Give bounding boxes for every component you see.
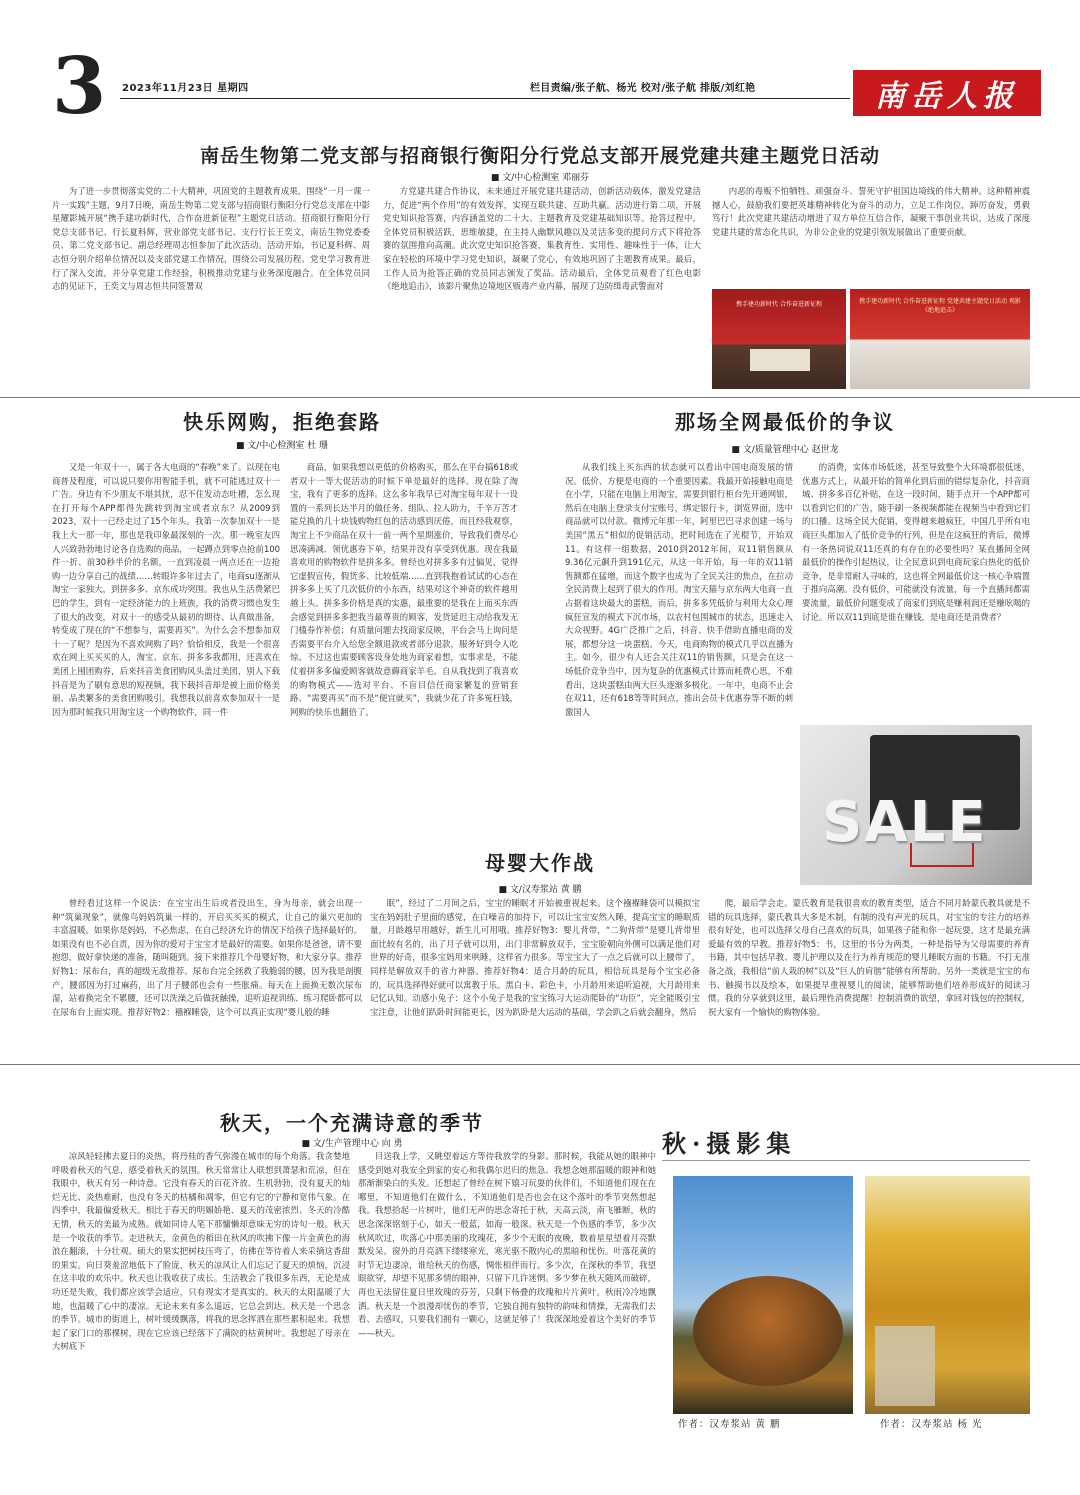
article5-column-2: 目送我上学，又眺望着远方等待我放学的身影。那时候，我能从她的眼神中感受到她对我安全到家的安心和我偶尔迟归的焦急。我想念她那温暖的眼神和她那渐渐染白的头发。还想起了曾经在树下嬉习玩耍的伙伴们，不知道他们现在在哪里，不知道他们在做什么，不知道他们是否也会在这个落叶的季节突然想起我。我想拾起一片树叶，他们无声的思念寄托于秋，天高云淡，南飞雁断，秋的思念深深铭刻于心，如天一般蓝，如海一般深。秋天是一个伤感的季节，多少次秋风吹过，吹落心中那美丽的玫瑰花，多少个无眠的夜晚，数着星星望着月亮默默发呆。窗外的月亮洒下缕缕寒光，寒光驱不散内心的黑暗和忧伤。叶落花黄的时节无边凄凉，谁给秋天的伤感，惆怅相伴而行。多少次，在深秋的季节，我望眼欲穿，却望不见那多情的眼神，只留下几许迷惘。多少梦在秋天随风而破碎，再也无法留住夏日里玫瑰的芬芳，只剩下杨叠的玫瑰和片片黄叶。秋雨冷冷地飘洒。秋天是一个浪漫却忧伤的季节，它独自拥有独特的韵味和情操，无需我们去看、去感叹，只要我们拥有一颗心，这就足够了！我深深地爱着这个美好的季节——秋天。 xyxy=(358,1151,656,1338)
article4-column-1: 曾经看过这样一个说法：在宝宝出生后或者没出生，身为母亲，就会出现一种“筑巢现象”，就像鸟妈妈筑巢一样的，开启买买买的模式，让自己的巢穴更加的丰富温暖。如果你是妈妈，不必焦虑，在自己经济允许的情况下给孩子选择最好的。如果没有也不必自责，因为你的爱对于宝宝才是最好的需要。如果你是爸爸，请不要抱怨，做好拿快递的准备，随叫随到。接下来推荐几个母婴好物，和大家分享。推荐好物1：尿布台，真的超级无敌推荐。尿布台完全拯救了我脆弱的腰，因为我是剖腹产，腰部因为打过麻药，出了月子腰部也会有一些胀痛。每天在上面换无数次尿布湿，站着换完全不累腰，还可以洗澡之后做抚触操，追听追视训练、练习爬卧都可以在尿布台上面实现。推荐好物2：襁褓睡袋，这个可以真正实现“婴儿般的睡 xyxy=(52,898,362,1017)
article2-column-1: 又是一年双十一，属于各大电商的“春晚”来了。以现在电商普及程度，可以说只要你用智能手机，就不可能逃过双十一广告。身边有不少朋友不堪其扰，忍不住发动态吐槽，怎么现在打开每个APP都得先跳转到淘宝或者京东？从2009到2023，双十一已经走过了15个年头。我第一次参加双十一是我上大一那一年，那也是我印象最深刻的一次。那一晚室友四人兴致勃勃地讨论各自选购的商品，一起蹲点到零点抢前100件一折、前30秒半价的名额，一直到凌晨一两点还在一边抢购一边分享自己的战绩……转眼许多年过去了，电商su逐渐从淘宝一家独大，到拼多多、京东成功突围。我也从生活费紧巴巴的学生，到有一定经济能力的上班族，我的消费习惯也发生了很大的改变，对双十一的感受从最初的期待、认真做准备，转变成了现在的“不想参与，需要再买”。为什么会不想参加双十一了呢？是因为不喜欢网购了吗？恰恰相反，我是一个很喜欢在网上买买买的人，淘宝、京东、拼多多我都用，还喜欢在美团上囤团购券，后来抖音美食团购风头盖过美团，别人下载抖音是为了刷有意思的短视频，我下载抖音却是被上面价格美丽、品类繁多的美食团购吸引。我想我以前喜欢参加双十一是因为那时候我只用淘宝这一个购物软件，同一件 xyxy=(52,462,280,717)
section-divider xyxy=(0,397,1080,398)
article1-title: 南岳生物第二党支部与招商银行衡阳分行党总支部开展党建共建主题党日活动 xyxy=(199,145,880,167)
gallery-photo-2 xyxy=(865,1176,1030,1414)
article5-column-1: 凉风轻轻拂去夏日的炎热，将丹桂的香气弥漫在城市的每个角落。我贪婪地呼吸着秋天的气息，感受着秋天的氛围。秋天常常让人联想到萧瑟和荒凉，但在我眼中，秋天有另一种诗意。它没有春天的百花齐放、生机勃勃，没有夏天的灿烂无比、炎热难耐，也没有冬天的枯橘和凋零，但它有它的宁静和宽伟气象。在四季中，我最偏爱秋天。相比于春天的明媚娇艳、夏天的茂密浓烈、冬天的冷酷无情，秋天的美最为成熟。就如同诗人笔下那慵懒却意味无穷的诗句一般。秋天是一个收获的季节。走进秋天，金黄色的稻田在秋风的吹拂下像一片金黄色的海浪在翻滚，十分壮观。硕大的果实把树枝压弯了，仿佛在等待着人来采摘这香甜的果实。向日葵羞涩地低下了脸庞，秋天的凉风让人们忘记了夏天的烦恼，沉浸在这丰收的欢乐中。秋天也让我收获了成长。生活教会了我很多东西，无论是成功还是失败，我们都应该学会适应，只有现实才是真实的。秋天的太阳温暖了大地，也温暖了心中的凄凉。无论未来有多么遥远，它总会到达。秋天是一个思念的季节。城市的街道上，树叶缓缓飘落，将我的思念挥洒在那些累积起来。我想起了家门口的那棵树，现在它应该已经落下了满院的枯黄树叶。我想起了母亲在大树底下 xyxy=(52,1151,350,1352)
article3-title: 那场全网最低价的争议 xyxy=(675,410,895,434)
event-photo-group: 携手建功新时代 合作奋进新征程 党建共建主题党日活动 观影《绝地追击》 xyxy=(850,289,1030,389)
gallery-caption-1: 作者：汉寿浆站 黄 鹏 xyxy=(678,1419,781,1430)
article1-byline: ■ 文/中心检测室 邓丽芬 xyxy=(490,173,590,183)
article4-column-2: 眠”，经过了二月间之后，宝宝的睡眠才开始被重视起来。这个襁褓睡袋可以模拟宝宝在妈妈肚子里面的感觉，在白噪音的加持下，可以让宝宝安然入睡，提高宝宝的睡眠质量，月龄越早用越好，新生儿可用哦。推荐好物3：婴儿背带，“二狗背带”是婴儿背带里面比较有名的，出了月子就可以用，出门非常解放双手，宝宝脸朝向外侧可以满足他们对世界的好奇，很多宝妈用来哄睡，这样省力很多。等宝宝大了一点之后就可以上腰带了，同样是解放双手的省力神器。推荐好物4：适合月龄的玩具，相信玩具是每个宝宝必备的，玩具选择得好就可以寓教于乐。黑白卡、彩色卡，小月龄用来追听追视，大月龄用来记忆认知。动感小兔子：这个小兔子是我的宝宝练习大运动爬卧的“功臣”，完全能吸引宝宝注意，让他们趴卧时间能更长，因为趴卧是大运动的基础，学会趴之后就会翻身，然后 xyxy=(370,898,700,1017)
masthead-logo: 南岳人报 xyxy=(853,70,1041,116)
gallery-title: 秋·摄影集 xyxy=(662,1129,797,1158)
article2-byline: ■ 文/中心检测室 杜 珊 xyxy=(235,441,329,451)
article1-column-3: 内恶的毒贩不怕牺牲、顽强奋斗、誓死守护祖国边境线的伟大精神。这种精神震撼人心，鼓励我们要把英雄精神转化为奋斗的动力，立足工作岗位，踔厉奋发，勇毅笃行！此次党建共建活动增进了双方单位互信合作，凝聚干事创业共识，达成了深度党建共建的常态化共识，为非公企业的党建引领发展做出了重要贡献。 xyxy=(712,186,1030,237)
issue-date: 2023年11月23日 星期四 xyxy=(122,83,249,94)
article5-title: 秋天，一个充满诗意的季节 xyxy=(220,1111,484,1135)
gallery-photo-1 xyxy=(673,1176,853,1414)
article1-column-2: 方党建共建合作协议，未来通过开展党建共建活动，创新活动载体，激发党建活力，促进“两个作用”的有效发挥，实现互联共建、互助共赢。活动进行第二项，开展党史知识抢答赛，内容涵盖党的二十大、主题教育及党建基础知识等。抢答过程中，全体党员积极活跃，思维敏捷，在主持人幽默风趣以及灵活多变的提问方式下将抢答赛的氛围推向高潮。此次党史知识抢答赛，集教育性、实用性、趣味性于一体，让大家在轻松的环境中学习党史知识，凝聚了党心，有效地巩固了主题教育成果。最后，工作人员为抢答正确的党员同志颁发了奖品。活动最后，全体党员观看了红色电影《绝地追击》，该影片聚焦边境地区贩毒产业内幕，展现了边防缉毒武警面对 xyxy=(383,186,701,292)
section-divider-2 xyxy=(0,1064,1080,1065)
page-number: 3 xyxy=(52,41,107,132)
article1-column-1: 为了进一步贯彻落实党的二十大精神，巩固党的主题教育成果，围绕“一月一课一片一实践”主题，9月7日晚，南岳生物第二党支部与招商银行衡阳分行党总支部在中影星耀影城开展“携手建功新时代，合作奋进新征程”主题党日活动。招商银行衡阳分行党总支部书记、行长夏科辉，营业部党支部书记、支行行长王奕文，南岳生物党委委员、第二党支部书记、副总经理周志恒参加了此次活动。活动开始，书记夏科辉、周志恒分别介绍单位情况以及支部党建工作情况，围绕公司发展历程、党史学习教育进行了深入交流，并分享党建工作经验，积极推动党建与业务深度融合。在全体党员同志的见证下，王奕文与周志恒共同签署双 xyxy=(52,186,370,292)
article4-title: 母婴大作战 xyxy=(485,851,595,875)
sale-photo: SALE xyxy=(800,725,1032,885)
article4-byline: ■ 文/汉寿浆站 黄 鹏 xyxy=(498,885,582,895)
gallery-caption-2: 作者：汉寿浆站 杨 光 xyxy=(880,1419,983,1430)
article4-column-3: 爬，最后学会走。蒙氏教育是我很喜欢的教育类型，适合不同月龄蒙氏教具就是不错的玩具选择，蒙氏教具大多是木制，有制的没有声光的玩具，对宝宝的专注力的培养很有好处，也可以选择父母自己喜欢的玩具，如果孩子能和你一起玩耍，这才是最充满爱最有效的早教。推荐好物5：书，这里的书分为两类，一种是指导为父母需要的养育书籍，其中包括早教、婴儿护理以及在行为养育规范的婴儿睡眠方面的书籍。不打无准备之战，我相信“前人栽的树”以及“巨人的肩膀”能够有所帮助。另外一类就是宝宝的布书、触摸书以及绘本，如果提早重视婴儿的阅读，能够帮助他们培养形成好的阅读习惯。我的分享就到这里，最后理性消费提醒！控制消费的欲望，拿回对钱包的控制权，祝大家有一个愉快的购物体验。 xyxy=(708,898,1030,1017)
article3-byline: ■ 文/质量管理中心 赵世龙 xyxy=(731,445,839,455)
article2-column-2: 商品，如果我想以更低的价格购买，那么在平台搞618或者双十一等大促活动的时候下单是最好的选择。现在除了淘宝，我有了更多的选择。这么多年我早已对淘宝每年双十一设置的一系列长达半月的做任务、组队、拉人助力，千辛万苦才能兑换的几十块钱购物红包的活动感到厌倦，而且经我观察，淘宝上不少商品在双十一前一两个星期涨价，导致我们费尽心思凑满减、领优惠券下单，结果并没有享受到优惠。现在我最喜欢用的购物软件是拼多多。曾经也对拼多多有过偏见，觉得它虚假宣传，假货多、比较低端……直到我抱着试试的心态在拼多多上买了几次低价的小东西，结果对这个神奇的软件越用越上头。拼多多价格是真的实惠，最重要的是我在上面买东西会感觉到拼多多把我当最尊贵的顾客，发货延迟主动给我发无门槛券作补偿；有质量问题去找商家反映，平台会马上询问是否需要平台介入给您全额退款或者部分退款，服务好到令人吃惊。不过这也需要顾客设身处地为商家着想，实事求是，不能仗着拼多多偏爱顾客就故意薅商家羊毛。自从我找到了我喜欢的购物模式——选对平台、不盲目信任商家繁复的营销套路、“需要再买”而不是“便宜就买”，我就少花了许多冤枉钱，网购的快乐也翻倍了。 xyxy=(290,462,518,717)
article5-byline: ■ 文/生产管理中心 向 勇 xyxy=(301,1139,403,1149)
header-rule xyxy=(120,98,850,99)
editor-credits: 栏目责编/张子航、杨光 校对/张子航 排版/刘红艳 xyxy=(530,83,756,94)
article3-column-2: 的消费，实体市场低迷，甚至导致整个大环境都很低迷，优惠方式上，从最开始的简单化到后面的错综复杂化，抖音商城、拼多多百亿补贴，在这一段时间，随手点开一个APP都可以看到它们的广告，随手刷一条视频都能在视频当中看到它们的口播。这场全民大促销，变得越来越疯狂，中国几乎所有电商巨头都加入了低价竞争的行列，但是在这疯狂的背后，微博有一条热词说双11还真的有存在的必要性吗？某直播间全网最低价的操作引起热议，让全民意识到电商玩家白热化的低价竞争，是非常耐人寻味的，这也将全网最低价这一核心争端置于推向高潮。没有低价，可能就没有流量，每一个直播间都需要流量，最低价问题变成了商家们到底是赚利润还是赚吆喝的讨论。所以双11到底是谁在赚钱，是电商还是消费者？ xyxy=(802,462,1030,622)
event-photo-stage: 携手建功新时代 合作奋进新征程 xyxy=(712,289,846,389)
article2-title: 快乐网购，拒绝套路 xyxy=(183,410,381,434)
article3-column-1: 从我们线上买东西的状态就可以看出中国电商发展的情况。低价、方便是电商的一个重要因素。我最开始接触电商是在小学，只能在电脑上用淘宝，需要到银行柜台先开通网银，然后在电脑上登录支付宝账号，绑定银行卡，浏览界面，选中商品就可以付款。微博元年那一年，阿里巴巴寻求创建一场与美国“黑五”相似的促销活动，把时间选在了光棍节，开始双11。有这样一组数据，2010到2012年间，双11销售额从9.36亿元飙升到191亿元，从这一年开始，每一年的双11销售额都在猛增，而这个数字也成为了全民关注的焦点，在拉动全民消费上起到了很大的作用。淘宝天猫与京东两大电商一直占据着这块最大的蛋糕，而后，拼多多凭低价与利用大众心理疯狂宣发的模式下沉市场，以农村包围城市的状态，迅速走入大众视野。4G广泛推广之后，抖音、快手借助直播电商的发展，都想分这一块蛋糕。今天，电商购物的模式几乎以直播为主。如今，很少有人还会关注双11的销售额，只是会在这一场低价竞争当中，因为复杂的优惠模式计算而耗费心思，不难看出，这块蛋糕由两大巨头逐渐多极化。一年中，电商不止会在双11，还有618等等时间点，推出会员卡优惠券等不断的刺激国人 xyxy=(565,462,793,717)
gallery-rule xyxy=(662,1160,1030,1161)
